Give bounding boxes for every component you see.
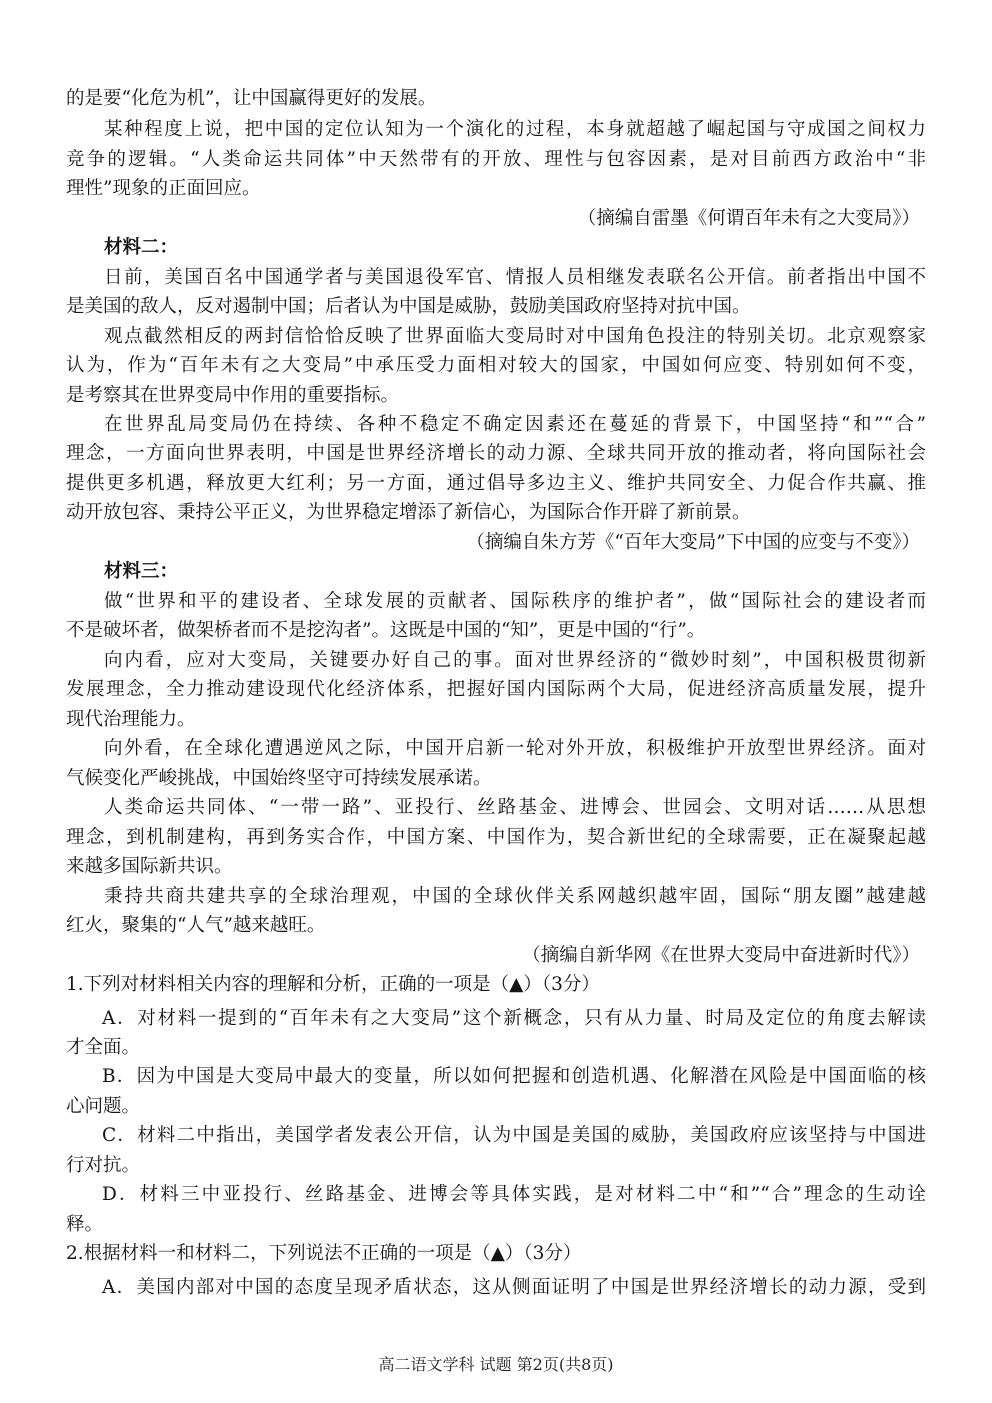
paragraph-line: 人类命运共同体、“一带一路”、亚投行、丝路基金、进博会、世园会、文明对话……从思想 <box>104 797 926 818</box>
section-heading: 材料二： <box>104 237 179 258</box>
question-stem: 2.根据材料一和材料二，下列说法不正确的一项是（▲）（3分） <box>66 1243 582 1264</box>
source-citation: （摘编自新华网《在世界大变局中奋进新时代》） <box>522 945 920 966</box>
paragraph-line: 来越多国际新共识。 <box>66 856 233 877</box>
paragraph-line: 理性”现象的正面回应。 <box>66 178 261 199</box>
paragraph-line: 是考察其在世界变局中作用的重要指标。 <box>66 385 400 406</box>
paragraph-line: 发展理念，全力推动建设现代化经济体系，把握好国内国际两个大局，促进经济高质量发展，提升 <box>66 679 926 700</box>
paragraph-line: 提供更多机遇，释放更大红利；另一方面，通过倡导多边主义、维护共同安全、力促合作共赢、推 <box>66 473 926 494</box>
source-citation: （摘编自雷墨《何谓百年未有之大变局》） <box>577 208 920 229</box>
paragraph-line: 日前，美国百名中国通学者与美国退役军官、情报人员相继发表联名公开信。前者指出中国不 <box>104 267 926 288</box>
source-citation: （摘编自朱方芳《“百年大变局”下中国的应变与不变》） <box>466 532 920 553</box>
paragraph-line: 不是破坏者，做架桥者而不是挖沟者”。这既是中国的“知”，更是中国的“行”。 <box>66 620 706 641</box>
option-line: D．材料三中亚投行、丝路基金、进博会等具体实践，是对材料二中“和”“合”理念的生动诠 <box>102 1184 926 1205</box>
paragraph-line: 认为，作为“百年未有之大变局”中承压受力面相对较大的国家，中国如何应变、特别如何不变， <box>66 355 926 376</box>
paragraph-line: 气候变化严峻挑战，中国始终坚守可持续发展承诺。 <box>66 768 492 789</box>
option-line: A．对材料一提到的“百年未有之大变局”这个新概念，只有从力量、时局及定位的角度去解读 <box>102 1008 926 1029</box>
paragraph-line: 向外看，在全球化遭遇逆风之际，中国开启新一轮对外开放，积极维护开放型世界经济。面对 <box>104 738 926 759</box>
option-line: 释。 <box>66 1214 104 1235</box>
paragraph-line: 的是要“化危为机”，让中国赢得更好的发展。 <box>66 88 437 109</box>
section-heading: 材料三： <box>104 561 179 582</box>
option-line: B．因为中国是大变局中最大的变量，所以如何把握和创造机遇、化解潜在风险是中国面临的核 <box>102 1066 926 1087</box>
option-line: C．材料二中指出，美国学者发表公开信，认为中国是美国的威胁，美国政府应该坚持与中国进 <box>102 1125 926 1146</box>
paragraph-line: 竞争的逻辑。“人类命运共同体”中天然带有的开放、理性与包容因素，是对目前西方政治中“非 <box>66 149 926 170</box>
paragraph-line: 做“世界和平的建设者、全球发展的贡献者、国际秩序的维护者”，做“国际社会的建设者而 <box>104 591 926 612</box>
question-stem: 1.下列对材料相关内容的理解和分析，正确的一项是（▲）（3分） <box>66 974 600 995</box>
paragraph-line: 在世界乱局变局仍在持续、各种不稳定不确定因素还在蔓延的背景下，中国坚持“和”“合” <box>104 414 926 435</box>
option-line: 行对抗。 <box>66 1155 141 1176</box>
paragraph-line: 红火，聚集的“人气”越来越旺。 <box>66 915 326 936</box>
paragraph-line: 向内看，应对大变局，关键要办好自己的事。面对世界经济的“微妙时刻”，中国积极贯彻新 <box>104 650 926 671</box>
paragraph-line: 理念，一方面向世界表明，中国是世界经济增长的动力源、全球共同开放的推动者，将向国际社会 <box>66 443 926 464</box>
paragraph-line: 现代治理能力。 <box>66 709 196 730</box>
paragraph-line: 观点截然相反的两封信恰恰反映了世界面临大变局时对中国角色投注的特别关切。北京观察家 <box>104 326 926 347</box>
paragraph-line: 是美国的敌人，反对遏制中国；后者认为中国是威胁，鼓励美国政府坚持对抗中国。 <box>66 296 751 317</box>
option-line: 心问题。 <box>66 1096 141 1117</box>
paragraph-line: 动开放包容、秉持公平正义，为世界稳定增添了新信心，为国际合作开辟了新前景。 <box>66 502 751 523</box>
paragraph-line: 秉持共商共建共享的全球治理观，中国的全球伙伴关系网越织越牢固，国际“朋友圈”越建越 <box>104 886 926 907</box>
paragraph-line: 理念，到机制建构，再到务实合作，中国方案、中国作为，契合新世纪的全球需要，正在凝聚起越 <box>66 827 926 848</box>
paragraph-line: 某种程度上说，把中国的定位认知为一个演化的过程，本身就超越了崛起国与守成国之间权力 <box>104 119 926 140</box>
page-footer: 高二语文学科 试题 第2页(共8页) <box>378 1355 614 1374</box>
option-line: A．美国内部对中国的态度呈现矛盾状态，这从侧面证明了中国是世界经济增长的动力源，受到 <box>102 1277 926 1298</box>
option-line: 才全面。 <box>66 1037 141 1058</box>
